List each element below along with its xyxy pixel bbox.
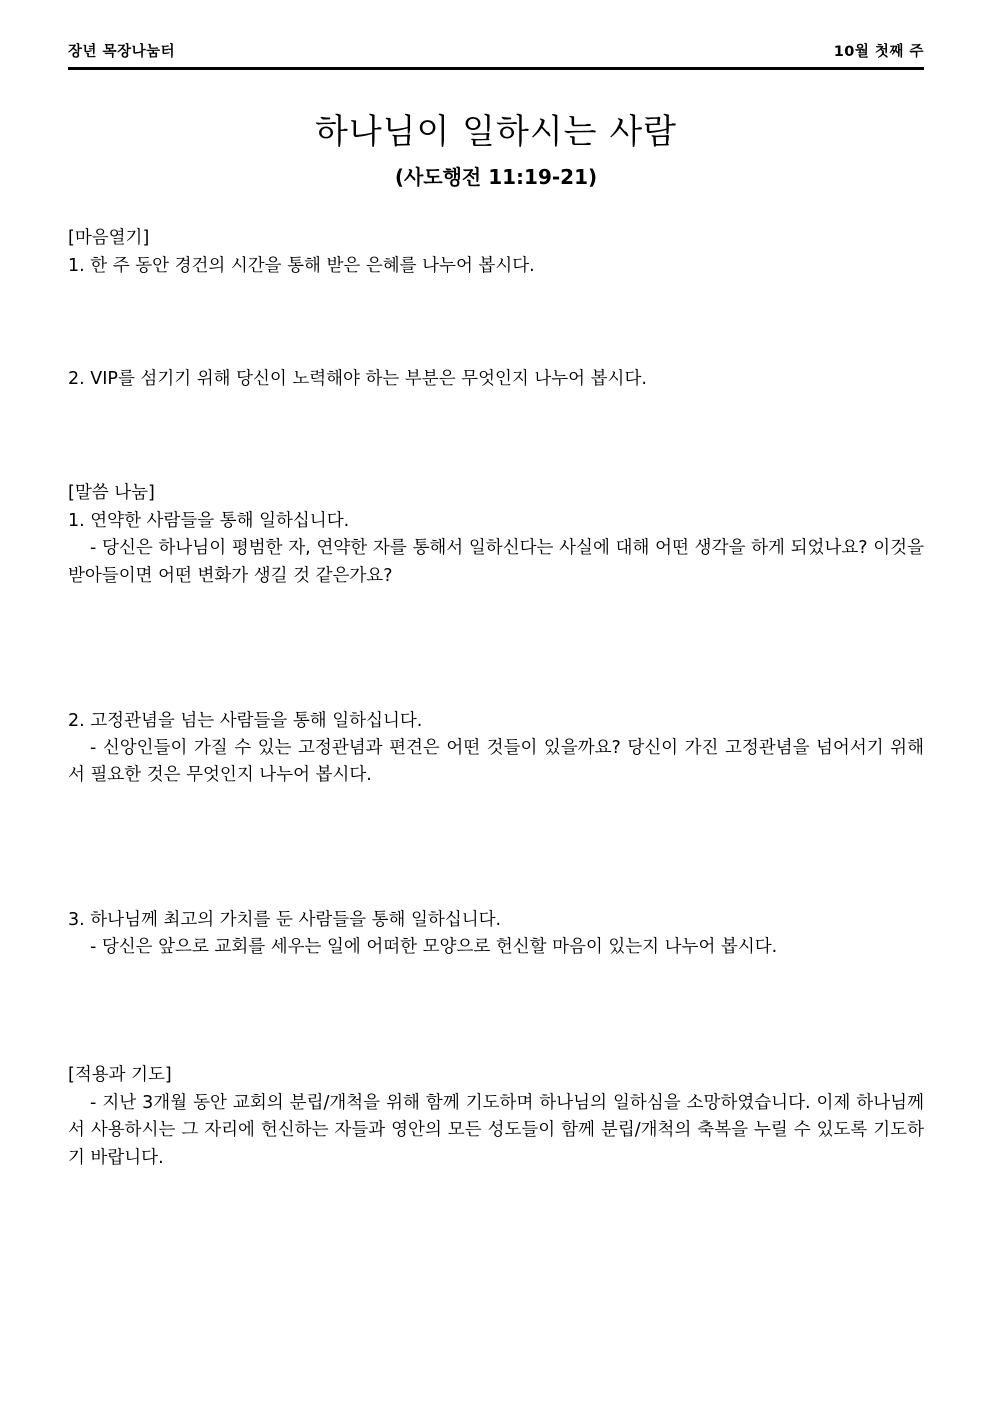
- answer-space: [68, 889, 924, 907]
- point-2-question: - 신앙인들이 가질 수 있는 고정관념과 편견은 어떤 것들이 있을까요? 당신이 가진 고정관념을 넘어서기 위해서 필요한 것은 무엇인지 나누어 봅시다.: [68, 737, 924, 785]
- scripture-reference: (사도행전 11:19-21): [394, 165, 598, 189]
- section-heading: [마음열기]: [68, 228, 150, 248]
- section-opening: [68, 224, 924, 479]
- point-3-question: - 당신은 앞으로 교회를 세우는 일에 어떠한 모양으로 헌신할 마음이 있는지 나누어 봅시다.: [90, 937, 778, 958]
- page-title: 하나님이 일하시는 사람: [314, 112, 678, 152]
- opening-question-1: 1. 한 주 동안 경건의 시간을 통해 받은 은혜를 나누어 봅시다.: [68, 256, 535, 276]
- application-body: - 지난 3개월 동안 교회의 분립/개척을 위해 함께 기도하며 하나님의 일하심을 소망하였습니다. 이제 하나님께서 사용하시는 그 자리에 헌신하는 자들과 영안의 모든 성도들이 함께 분립/개척의 축복을 누릴 수 있도록 기도하기 바랍니다.: [68, 1093, 924, 1168]
- header-divider: [68, 67, 924, 70]
- point-1-title: 1. 연약한 사람들을 통해 일하십니다.: [68, 511, 350, 532]
- point-2-title: 2. 고정관념을 넘는 사람들을 통해 일하십니다.: [68, 710, 423, 731]
- opening-question-2: 2. VIP를 섬기기 위해 당신이 노력해야 하는 부분은 무엇인지 나누어 봅시다.: [68, 369, 647, 390]
- header-right-label: 10월 첫째 주: [833, 44, 924, 60]
- answer-space: [68, 280, 924, 366]
- page-header: [68, 40, 924, 67]
- section-heading: [적용과 기도]: [68, 1065, 172, 1086]
- answer-space: [68, 590, 924, 690]
- section-heading: [말씀 나눔]: [68, 483, 155, 504]
- answer-space: [68, 393, 924, 479]
- section-word-sharing: [68, 479, 924, 1061]
- answer-space: [68, 961, 924, 1061]
- header-left-label: 장년 목장나눔터: [68, 44, 176, 60]
- answer-space: [68, 690, 924, 708]
- point-1-question: - 당신은 하나님이 평범한 자, 연약한 자를 통해서 일하신다는 사실에 대해 어떤 생각을 하게 되었나요? 이것을 받아들이면 어떤 변화가 생길 것 같은가요?: [68, 538, 924, 586]
- point-3-title: 3. 하나님께 최고의 가치를 둔 사람들을 통해 일하십니다.: [68, 910, 502, 930]
- answer-space: [68, 789, 924, 889]
- section-application-prayer: [68, 1061, 924, 1171]
